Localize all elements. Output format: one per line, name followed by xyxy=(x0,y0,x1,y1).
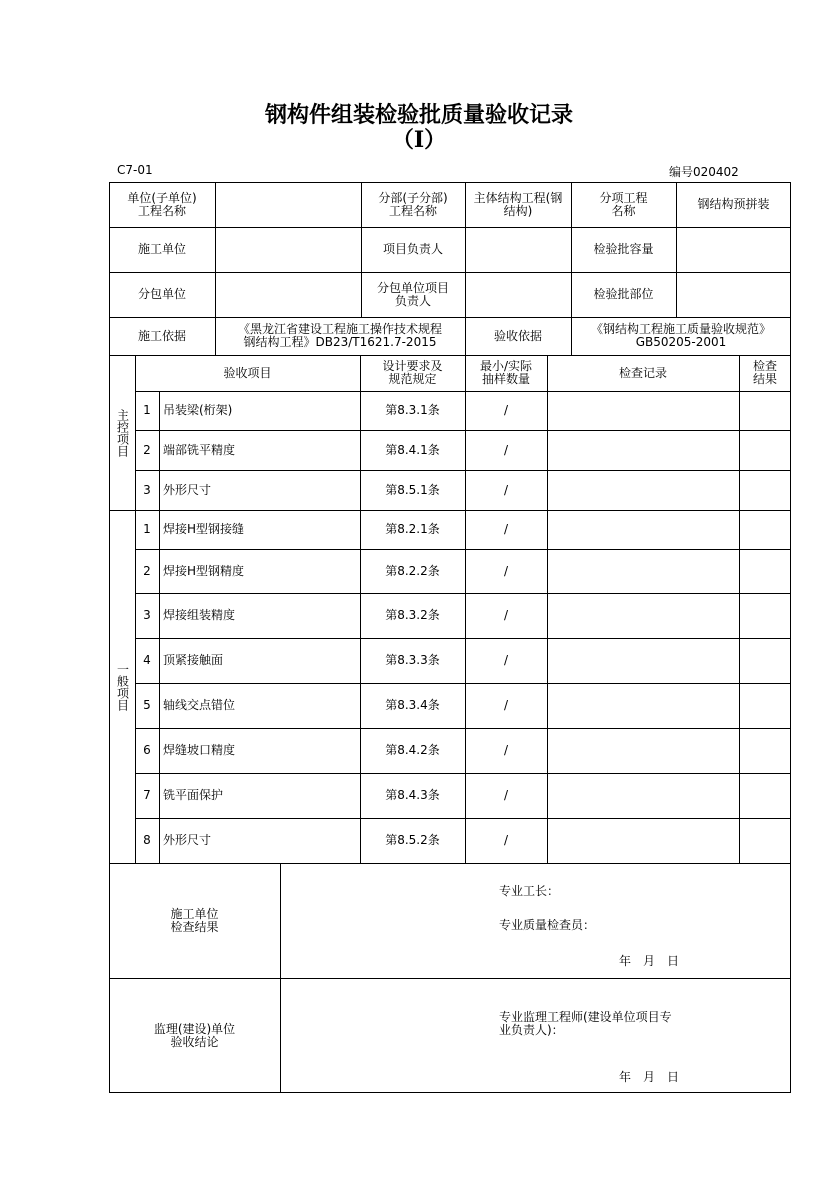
main-item-no: 1 xyxy=(143,403,151,417)
main-item-record[interactable] xyxy=(547,391,739,430)
general-item-sample: / xyxy=(503,833,509,847)
contractor-label: 施工单位 xyxy=(137,242,186,256)
acceptance-basis-value: 《钢结构工程施工质量验收规范》 GB50205-2001 xyxy=(590,322,771,349)
general-item-sample: / xyxy=(503,698,509,712)
general-item-result[interactable] xyxy=(739,728,791,773)
general-item-name: 焊接H型钢精度 xyxy=(163,563,245,578)
general-item-result[interactable] xyxy=(739,638,791,683)
subitem-value: 钢结构预拼装 xyxy=(697,197,770,211)
general-item-sample: / xyxy=(503,563,509,578)
main-item-clause: 第8.4.1条 xyxy=(385,442,440,457)
general-item-no: 7 xyxy=(143,788,151,802)
batch-location-value[interactable] xyxy=(676,272,791,317)
general-item-sample: / xyxy=(503,743,509,757)
column-item: 验收项目 xyxy=(223,365,272,380)
general-item-no: 2 xyxy=(143,563,151,578)
main-item-record[interactable] xyxy=(547,470,739,510)
general-item-sample: / xyxy=(503,653,509,667)
main-item-name: 外形尺寸 xyxy=(163,482,212,497)
subdivision-value: 主体结构工程(钢 结构) xyxy=(473,190,563,218)
main-item-result[interactable] xyxy=(739,430,791,470)
foreman-signature[interactable]: 专业工长： xyxy=(499,884,560,898)
subdivision-label: 分部(子分部) 工程名称 xyxy=(378,190,448,218)
general-item-clause: 第8.2.2条 xyxy=(385,563,440,578)
project-manager-label: 项目负责人 xyxy=(382,242,443,256)
subcontractor-label: 分包单位 xyxy=(137,287,186,301)
general-item-no: 5 xyxy=(143,698,151,712)
general-item-record[interactable] xyxy=(547,638,739,683)
contractor-check-date[interactable]: 年 月 日 xyxy=(619,954,680,968)
general-item-clause: 第8.2.1条 xyxy=(385,522,440,536)
construction-basis-value: 《黑龙江省建设工程施工操作技术规程 钢结构工程》DB23/T1621.7-2015 xyxy=(237,322,442,349)
general-item-record[interactable] xyxy=(547,728,739,773)
general-item-record[interactable] xyxy=(547,773,739,818)
general-item-name: 焊缝坡口精度 xyxy=(163,743,236,757)
general-item-name: 外形尺寸 xyxy=(163,833,212,847)
main-item-record[interactable] xyxy=(547,430,739,470)
general-item-no: 3 xyxy=(143,608,151,622)
general-group-label xyxy=(109,510,135,863)
general-item-result[interactable] xyxy=(739,818,791,863)
acceptance-basis-label: 验收依据 xyxy=(493,328,542,343)
main-item-result[interactable] xyxy=(739,391,791,430)
general-item-no: 6 xyxy=(143,743,151,757)
general-item-name: 焊接组装精度 xyxy=(163,608,236,622)
general-item-record[interactable] xyxy=(547,683,739,728)
main-item-clause: 第8.3.1条 xyxy=(385,403,440,417)
main-item-sample: / xyxy=(503,442,509,457)
general-item-result[interactable] xyxy=(739,683,791,728)
column-sample: 最小/实际 抽样数量 xyxy=(479,359,533,386)
general-item-sample: / xyxy=(503,788,509,802)
general-item-name: 轴线交点错位 xyxy=(163,698,236,712)
main-item-name: 端部铣平精度 xyxy=(163,442,236,457)
form-title: 钢构件组装检验批质量验收记录 xyxy=(264,102,573,128)
main-item-no: 2 xyxy=(143,442,151,457)
general-item-clause: 第8.4.2条 xyxy=(385,743,440,757)
general-item-result[interactable] xyxy=(739,549,791,593)
main-item-name: 吊装梁(桁架) xyxy=(163,403,233,417)
main-item-result[interactable] xyxy=(739,470,791,510)
contractor-value[interactable] xyxy=(215,227,361,272)
general-item-record[interactable] xyxy=(547,510,739,549)
batch-capacity-label: 检验批容量 xyxy=(593,242,654,256)
general-item-clause: 第8.5.2条 xyxy=(385,833,440,847)
general-item-result[interactable] xyxy=(739,593,791,638)
project-manager-value[interactable] xyxy=(465,227,571,272)
general-item-clause: 第8.3.4条 xyxy=(385,698,440,712)
general-item-record[interactable] xyxy=(547,549,739,593)
unit-project-value[interactable] xyxy=(215,182,361,227)
general-item-clause: 第8.3.3条 xyxy=(385,653,440,667)
general-item-name: 焊接H型钢接缝 xyxy=(163,522,245,536)
serial-number: 编号020402 xyxy=(669,165,739,179)
supervising-engineer-signature[interactable]: 专业监理工程师(建设单位项目专 业负责人)： xyxy=(499,1010,672,1037)
general-item-result[interactable] xyxy=(739,773,791,818)
batch-location-label: 检验批部位 xyxy=(593,287,654,301)
unit-project-label: 单位(子单位) 工程名称 xyxy=(127,190,197,218)
main-item-no: 3 xyxy=(143,482,151,497)
sub-project-manager-value[interactable] xyxy=(465,272,571,317)
main-item-sample: / xyxy=(503,482,509,497)
general-item-sample: / xyxy=(503,522,509,536)
general-item-clause: 第8.3.2条 xyxy=(385,608,440,622)
supervisor-check-date[interactable]: 年 月 日 xyxy=(619,1070,680,1084)
sub-project-manager-label: 分包单位项目 负责人 xyxy=(376,280,449,308)
general-item-no: 4 xyxy=(143,653,151,667)
supervisor-check-label: 监理(建设)单位 验收结论 xyxy=(153,1021,236,1049)
general-item-record[interactable] xyxy=(547,818,739,863)
inspection-table xyxy=(109,182,791,1093)
construction-basis-label: 施工依据 xyxy=(137,328,186,343)
form-code: C7-01 xyxy=(117,163,153,177)
main-control-group-label xyxy=(109,355,135,510)
general-group-text: 一般项目 xyxy=(115,662,130,711)
general-item-clause: 第8.4.3条 xyxy=(385,788,440,802)
form-title-roman: （Ⅰ） xyxy=(391,127,447,153)
main-item-clause: 第8.5.1条 xyxy=(385,482,440,497)
subitem-label: 分项工程 名称 xyxy=(599,190,648,218)
column-requirement: 设计要求及 规范规定 xyxy=(382,359,443,386)
main-item-sample: / xyxy=(503,403,509,417)
column-record: 检查记录 xyxy=(618,365,667,380)
main-control-group-text: 主控项目 xyxy=(115,408,130,457)
general-item-no: 1 xyxy=(143,522,151,536)
general-item-name: 顶紧接触面 xyxy=(163,653,224,667)
column-result: 检查 结果 xyxy=(752,359,777,386)
general-item-name: 铣平面保护 xyxy=(163,788,224,802)
batch-capacity-value[interactable] xyxy=(676,227,791,272)
general-item-no: 8 xyxy=(143,833,151,847)
general-item-sample: / xyxy=(503,608,509,622)
subcontractor-value[interactable] xyxy=(215,272,361,317)
contractor-check-label: 施工单位 检查结果 xyxy=(170,906,219,934)
general-item-record[interactable] xyxy=(547,593,739,638)
general-item-result[interactable] xyxy=(739,510,791,549)
quality-inspector-signature[interactable]: 专业质量检查员： xyxy=(499,918,596,932)
